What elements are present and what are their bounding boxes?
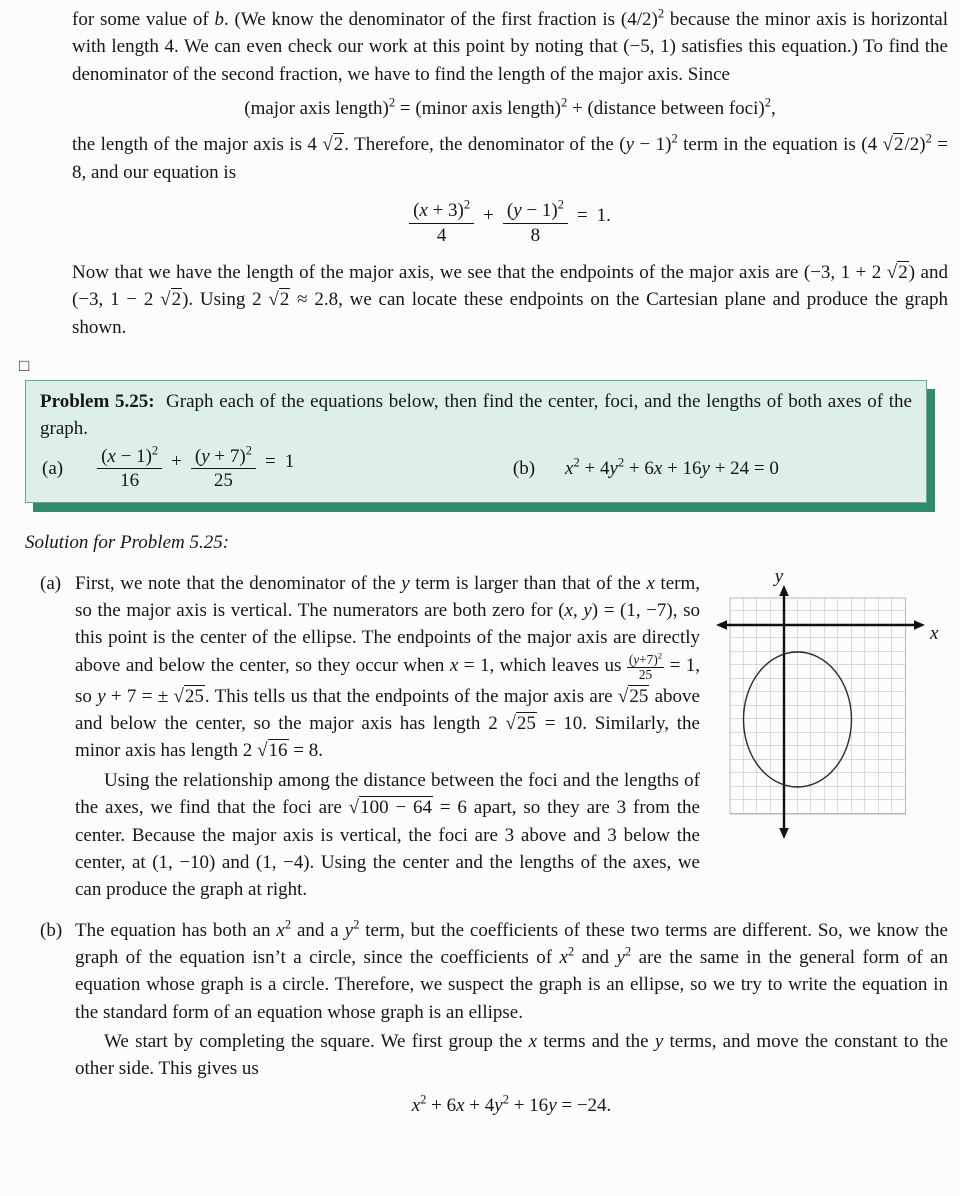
- part-b-paragraph-1: The equation has both an $x^2$ and a $y^2$ term, but the coefficients of these two terms are different. So, we know the graph of the equation isn’t a circle, since the coefficients of $x^2$ and $y^2$ are the same in the general form of an equation whose graph is a circle. Therefore, we suspect the graph is an ellipse, so we try to write the equation in the standard form of an equation whose graph is an ellipse.: [75, 917, 948, 1023]
- y-axis-bottom-arrow-icon: [779, 828, 789, 839]
- solution-part-b: [25, 917, 948, 1120]
- part-a-label: (a): [42, 458, 64, 480]
- solution-part-b-label: (b): [40, 919, 63, 941]
- problem-box: [25, 380, 927, 503]
- ellipse-graph-svg: [716, 570, 948, 842]
- problem-statement: [40, 388, 912, 443]
- solution-part-a: [25, 570, 948, 904]
- problem-title: Problem 5.25:: [40, 390, 155, 412]
- x-axis-right-arrow-icon: [914, 620, 925, 630]
- solution-part-a-label: (a): [40, 572, 62, 594]
- problem-parts-row: [40, 443, 912, 493]
- part-a-paragraph-1: First, we note that the denominator of the y term is larger than that of the x term, so the major axis is vertical. The numerators are both zero for (x, y) = (1, −7), so this point is the center of the ellipse. The endpoints of the major axis are directly above and below the center, so they occur when x = 1, which leaves us $\frac{(y+7)^2}{25}$ = 1, so y + 7 = ± √25. This tells us that the endpoints of the major axis are √25 above and below the center, so the major axis has length 2 √25 = 10. Similarly, the minor axis has length 2 √16 = 8.: [75, 572, 701, 762]
- equation-completing-square: $x^2 + 6x + 4y^2 + 16y = -24$.: [411, 1092, 612, 1116]
- x-axis-label: x: [930, 622, 939, 644]
- solution-part-a-body: [75, 570, 948, 904]
- solution-heading: Solution for Problem 5.25:: [25, 532, 230, 554]
- problem-part-a: [42, 443, 513, 493]
- part-b-paragraph-2: We start by completing the square. We first group the x terms and the y terms, and move the constant to the other side. This gives us: [75, 1031, 949, 1080]
- part-b-equation: $x^2 + 4y^2 + 6x + 16y + 24 = 0$: [565, 455, 779, 480]
- equation-axis-relation: (major axis length)$^2$ = (minor axis length)$^2$ + (distance between foci)$^2$,: [244, 95, 776, 120]
- paragraph-intro: for some value of b. (We know the denominator of the first fraction is $(4/2)^2$ because the minor axis is horizontal with length 4. We can even check our work at this point by noting that (−5, 1) satisfies this equation.) To find the denominator of the second fraction, we have to find the length of the major axis. Since: [72, 6, 948, 85]
- problem-part-b: [513, 455, 779, 482]
- paragraph-major-axis: the length of the major axis is 4 √2. Therefore, the denominator of the $(y - 1)^2$ term in the equation is (4 √2/2)$^2$ = 8, and our equation is: [72, 132, 948, 183]
- part-b-label: (b): [512, 458, 536, 480]
- x-axis-left-arrow-icon: [716, 620, 727, 630]
- end-of-solution-icon: □: [19, 355, 30, 375]
- problem-statement-text: Graph each of the equations below, then find the center, foci, and the lengths of both axes of the graph.: [40, 390, 912, 440]
- part-a-equation: $\frac{(x - 1)^2}{16}$ + $\frac{(y + 7)^2}{25}$ = 1: [97, 446, 294, 493]
- y-axis-label: y: [774, 569, 784, 587]
- solution-part-b-body: [75, 917, 948, 1120]
- equation-ellipse-standard-form: $\frac{(x + 3)^2}{4}$ + $\frac{(y - 1)^2}{8}$ = 1.: [72, 200, 948, 247]
- part-a-paragraph-2: Using the relationship among the distance between the foci and the lengths of the axes, we find that the foci are √100 − 64 = 6 apart, so they are 3 from the center. Because the major axis is vertical, the foci are 3 above and 3 below the center, at (1, −10) and (1, −4). Using the center and the lengths of the axes, we can produce the graph at right.: [75, 769, 700, 901]
- ellipse-graph-figure: [716, 570, 948, 842]
- paragraph-endpoints: Now that we have the length of the major axis, we see that the endpoints of the major axis are (−3, 1 + 2 √2) and (−3, 1 − 2 √2). Using 2 √2 ≈ 2.8, we can locate these endpoints on the Cartesian plane and produce the graph shown.: [72, 261, 948, 338]
- intro-section: [72, 6, 948, 341]
